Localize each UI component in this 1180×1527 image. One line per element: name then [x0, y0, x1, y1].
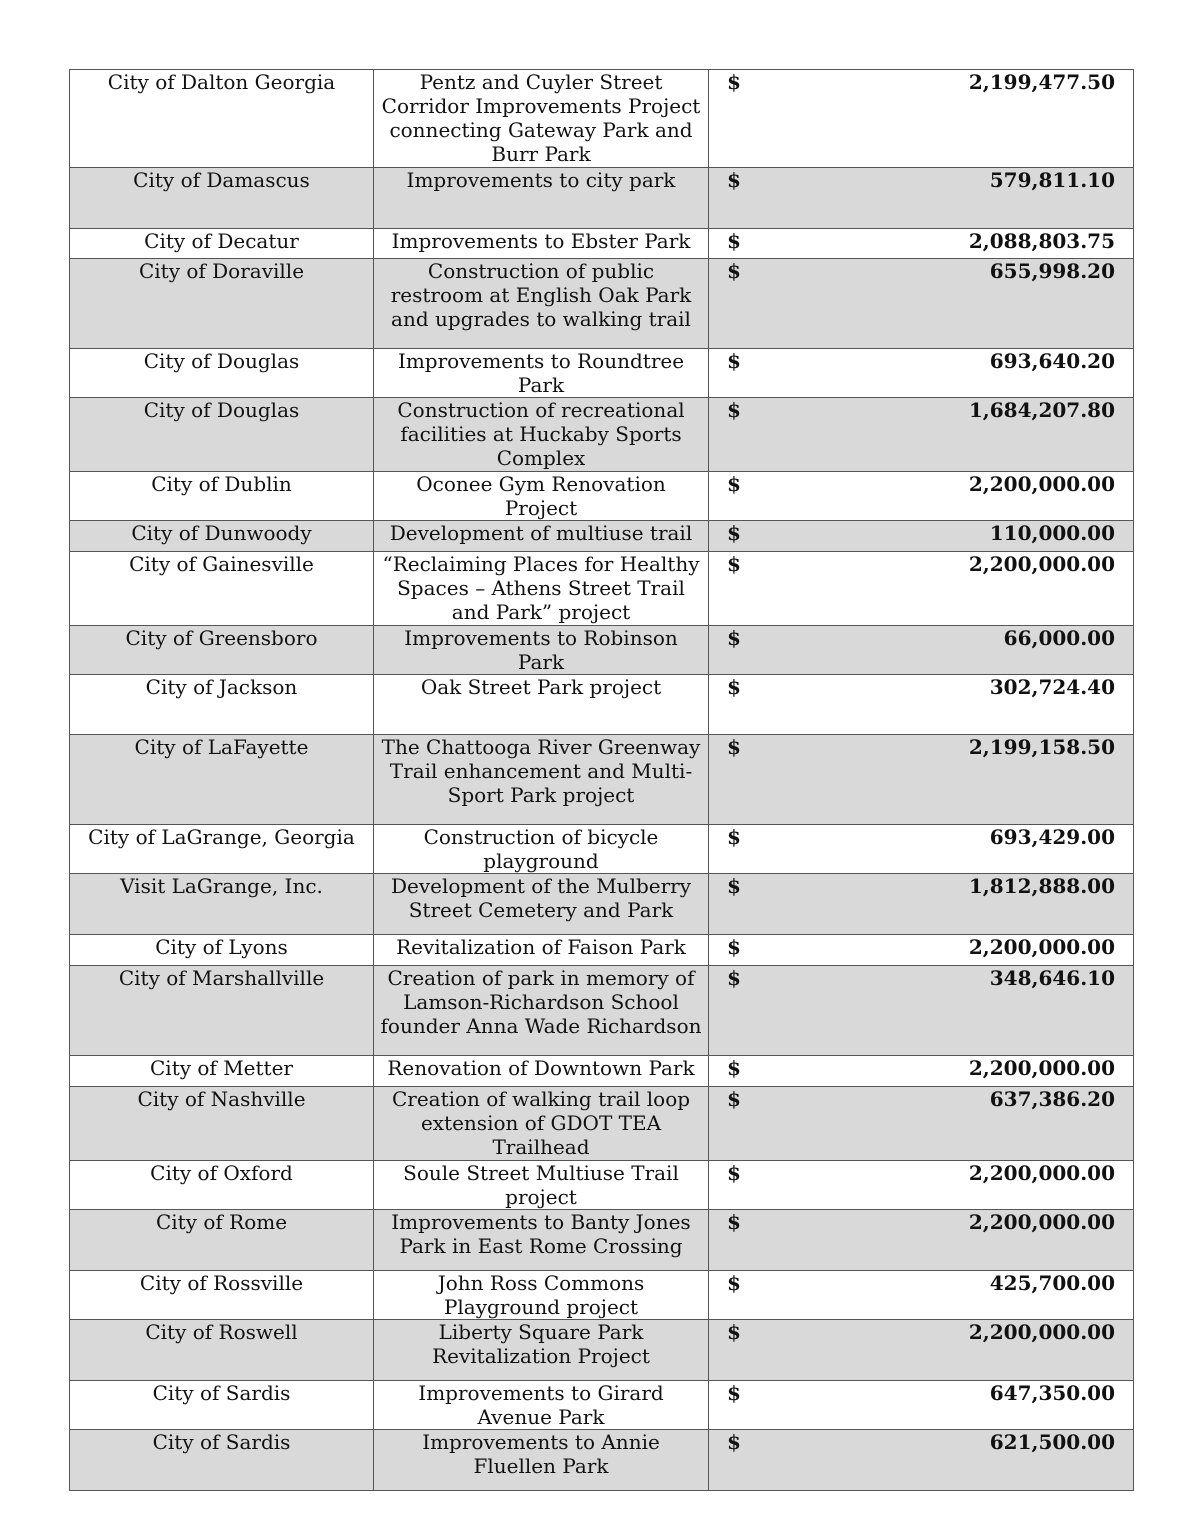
currency-symbol: $ — [727, 472, 741, 496]
amount-value: 2,200,000.00 — [968, 552, 1115, 576]
table-row — [70, 1320, 1134, 1381]
grantee-cell: City of Damascus — [70, 168, 374, 229]
project-cell: Improvements to city park — [374, 168, 709, 229]
currency-symbol: $ — [727, 229, 741, 253]
grantee-cell: City of Dunwoody — [70, 521, 374, 552]
grantee-cell: City of Greensboro — [70, 626, 374, 675]
amount-value: 693,429.00 — [989, 825, 1115, 849]
amount-value: 2,199,158.50 — [968, 735, 1115, 759]
currency-symbol: $ — [727, 1430, 741, 1454]
amount-cell — [709, 398, 1134, 472]
grantee-cell: City of Douglas — [70, 349, 374, 398]
grants-table-body — [70, 70, 1134, 1491]
project-cell: Oconee Gym Renovation Project — [374, 472, 709, 521]
amount-cell — [709, 229, 1134, 259]
amount-cell — [709, 259, 1134, 349]
amount-value: 1,812,888.00 — [968, 874, 1115, 898]
amount-value: 2,088,803.75 — [968, 229, 1115, 253]
project-cell: Improvements to Annie Fluellen Park — [374, 1430, 709, 1491]
grantee-cell: Visit LaGrange, Inc. — [70, 874, 374, 935]
currency-symbol: $ — [727, 168, 741, 192]
table-row — [70, 675, 1134, 735]
amount-cell — [709, 935, 1134, 966]
project-cell: Revitalization of Faison Park — [374, 935, 709, 966]
project-cell: Creation of park in memory of Lamson-Richardson School founder Anna Wade Richardson — [374, 966, 709, 1056]
project-cell: Development of the Mulberry Street Cemetery and Park — [374, 874, 709, 935]
currency-symbol: $ — [727, 935, 741, 959]
project-cell: Oak Street Park project — [374, 675, 709, 735]
table-row — [70, 70, 1134, 168]
table-row — [70, 168, 1134, 229]
currency-symbol: $ — [727, 675, 741, 699]
currency-symbol: $ — [727, 1271, 741, 1295]
project-cell: Development of multiuse trail — [374, 521, 709, 552]
table-row — [70, 874, 1134, 935]
project-cell: Pentz and Cuyler Street Corridor Improvements Project connecting Gateway Park and Burr Park — [374, 70, 709, 168]
grantee-cell: City of Douglas — [70, 398, 374, 472]
project-cell: Improvements to Robinson Park — [374, 626, 709, 675]
amount-cell — [709, 1271, 1134, 1320]
project-cell: Improvements to Roundtree Park — [374, 349, 709, 398]
grantee-cell: City of Sardis — [70, 1430, 374, 1491]
currency-symbol: $ — [727, 349, 741, 373]
currency-symbol: $ — [727, 1210, 741, 1234]
amount-cell — [709, 1161, 1134, 1210]
project-cell: Improvements to Ebster Park — [374, 229, 709, 259]
project-cell: “Reclaiming Places for Healthy Spaces – Athens Street Trail and Park” project — [374, 552, 709, 626]
project-cell: Renovation of Downtown Park — [374, 1056, 709, 1087]
amount-value: 2,200,000.00 — [968, 1161, 1115, 1185]
amount-cell — [709, 1381, 1134, 1430]
amount-value: 2,200,000.00 — [968, 1320, 1115, 1344]
table-row — [70, 472, 1134, 521]
currency-symbol: $ — [727, 1087, 741, 1111]
table-row — [70, 1271, 1134, 1320]
grantee-cell: City of Decatur — [70, 229, 374, 259]
table-row — [70, 1087, 1134, 1161]
amount-value: 693,640.20 — [989, 349, 1115, 373]
grantee-cell: City of Rossville — [70, 1271, 374, 1320]
currency-symbol: $ — [727, 1320, 741, 1344]
amount-cell — [709, 70, 1134, 168]
project-cell: Creation of walking trail loop extension of GDOT TEA Trailhead — [374, 1087, 709, 1161]
amount-value: 2,200,000.00 — [968, 1210, 1115, 1234]
currency-symbol: $ — [727, 259, 741, 283]
amount-value: 621,500.00 — [989, 1430, 1115, 1454]
table-row — [70, 349, 1134, 398]
amount-cell — [709, 874, 1134, 935]
table-row — [70, 626, 1134, 675]
currency-symbol: $ — [727, 1056, 741, 1080]
project-cell: The Chattooga River Greenway Trail enhancement and Multi-Sport Park project — [374, 735, 709, 825]
amount-value: 348,646.10 — [989, 966, 1115, 990]
table-row — [70, 552, 1134, 626]
amount-cell — [709, 552, 1134, 626]
table-row — [70, 1381, 1134, 1430]
project-cell: Construction of bicycle playground — [374, 825, 709, 874]
amount-cell — [709, 1056, 1134, 1087]
amount-value: 637,386.20 — [989, 1087, 1115, 1111]
amount-cell — [709, 626, 1134, 675]
table-row — [70, 521, 1134, 552]
grantee-cell: City of LaFayette — [70, 735, 374, 825]
amount-cell — [709, 349, 1134, 398]
table-row — [70, 825, 1134, 874]
table-row — [70, 259, 1134, 349]
amount-value: 579,811.10 — [989, 168, 1115, 192]
amount-cell — [709, 168, 1134, 229]
table-row — [70, 229, 1134, 259]
amount-cell — [709, 1430, 1134, 1491]
table-row — [70, 1430, 1134, 1491]
project-cell: Construction of recreational facilities at Huckaby Sports Complex — [374, 398, 709, 472]
currency-symbol: $ — [727, 966, 741, 990]
amount-value: 1,684,207.80 — [968, 398, 1115, 422]
grantee-cell: City of Metter — [70, 1056, 374, 1087]
currency-symbol: $ — [727, 70, 741, 94]
currency-symbol: $ — [727, 874, 741, 898]
currency-symbol: $ — [727, 735, 741, 759]
grantee-cell: City of Roswell — [70, 1320, 374, 1381]
currency-symbol: $ — [727, 552, 741, 576]
table-row — [70, 398, 1134, 472]
amount-value: 2,200,000.00 — [968, 1056, 1115, 1080]
table-row — [70, 935, 1134, 966]
grants-table — [69, 69, 1134, 1491]
amount-value: 2,200,000.00 — [968, 935, 1115, 959]
project-cell: Improvements to Girard Avenue Park — [374, 1381, 709, 1430]
amount-cell — [709, 966, 1134, 1056]
amount-cell — [709, 1210, 1134, 1271]
amount-value: 2,200,000.00 — [968, 472, 1115, 496]
grantee-cell: City of LaGrange, Georgia — [70, 825, 374, 874]
grantee-cell: City of Dalton Georgia — [70, 70, 374, 168]
grantee-cell: City of Dublin — [70, 472, 374, 521]
grantee-cell: City of Jackson — [70, 675, 374, 735]
grantee-cell: City of Marshallville — [70, 966, 374, 1056]
currency-symbol: $ — [727, 521, 741, 545]
amount-value: 66,000.00 — [1003, 626, 1115, 650]
table-row — [70, 735, 1134, 825]
amount-cell — [709, 825, 1134, 874]
grantee-cell: City of Oxford — [70, 1161, 374, 1210]
amount-cell — [709, 521, 1134, 552]
amount-value: 110,000.00 — [989, 521, 1115, 545]
amount-cell — [709, 472, 1134, 521]
amount-cell — [709, 675, 1134, 735]
project-cell: Construction of public restroom at English Oak Park and upgrades to walking trail — [374, 259, 709, 349]
project-cell: John Ross Commons Playground project — [374, 1271, 709, 1320]
currency-symbol: $ — [727, 626, 741, 650]
grantee-cell: City of Sardis — [70, 1381, 374, 1430]
table-row — [70, 1161, 1134, 1210]
currency-symbol: $ — [727, 1161, 741, 1185]
currency-symbol: $ — [727, 1381, 741, 1405]
amount-value: 302,724.40 — [989, 675, 1115, 699]
grantee-cell: City of Gainesville — [70, 552, 374, 626]
project-cell: Soule Street Multiuse Trail project — [374, 1161, 709, 1210]
grantee-cell: City of Lyons — [70, 935, 374, 966]
amount-value: 2,199,477.50 — [968, 70, 1115, 94]
table-row — [70, 966, 1134, 1056]
amount-value: 647,350.00 — [989, 1381, 1115, 1405]
amount-value: 425,700.00 — [989, 1271, 1115, 1295]
grantee-cell: City of Nashville — [70, 1087, 374, 1161]
currency-symbol: $ — [727, 825, 741, 849]
grantee-cell: City of Doraville — [70, 259, 374, 349]
amount-value: 655,998.20 — [989, 259, 1115, 283]
project-cell: Improvements to Banty Jones Park in East Rome Crossing — [374, 1210, 709, 1271]
amount-cell — [709, 735, 1134, 825]
table-row — [70, 1210, 1134, 1271]
currency-symbol: $ — [727, 398, 741, 422]
amount-cell — [709, 1320, 1134, 1381]
amount-cell — [709, 1087, 1134, 1161]
table-row — [70, 1056, 1134, 1087]
grantee-cell: City of Rome — [70, 1210, 374, 1271]
project-cell: Liberty Square Park Revitalization Project — [374, 1320, 709, 1381]
